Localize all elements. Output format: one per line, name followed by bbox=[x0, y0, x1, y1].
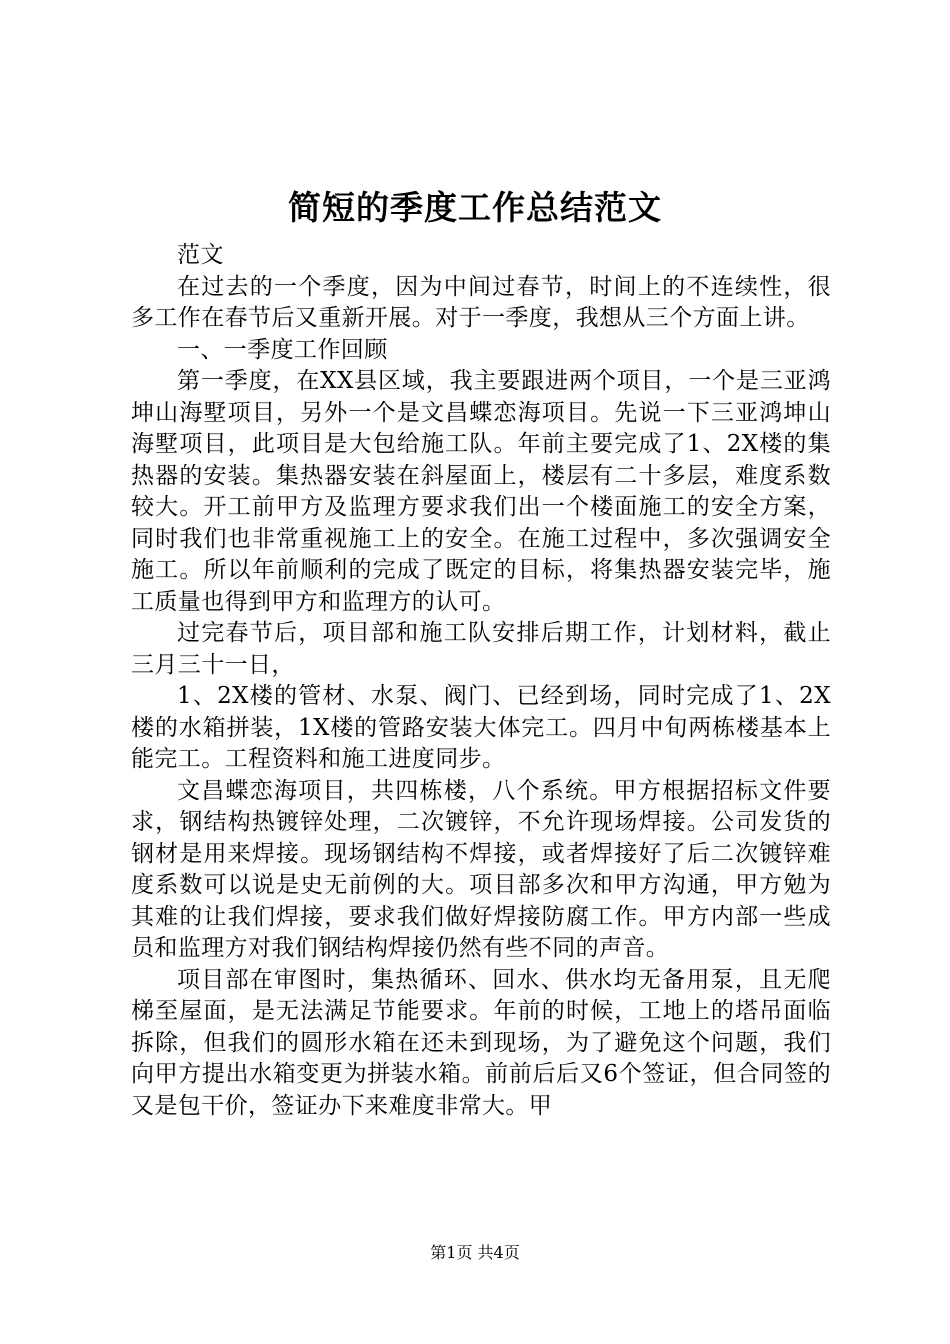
section-heading: 一、一季度工作回顾 bbox=[177, 336, 388, 363]
paragraph-materials-progress: 1、2X楼的管材、水泵、阀门、已经到场，同时完成了1、2X楼的水箱拼装，1X楼的管路安装大体完工。四月中旬两栋楼基本上能完工。工程资料和施工进度同步。 bbox=[131, 683, 831, 772]
paragraph-intro: 在过去的一个季度，因为中间过春节，时间上的不连续性，很多工作在春节后又重新开展。对于一季度，我想从三个方面上讲。 bbox=[131, 273, 831, 331]
page-number: 第1页 共4页 bbox=[430, 1243, 520, 1262]
document-body bbox=[131, 240, 831, 1122]
paragraph-after-spring-festival: 过完春节后，项目部和施工队安排后期工作，计划材料，截止三月三十一日， bbox=[131, 620, 831, 678]
paragraph-label: 范文 bbox=[177, 242, 224, 268]
paragraph-drawing-review: 项目部在审图时，集热循环、回水、供水均无备用泵，且无爬梯至屋面，是无法满足节能要求。年前的时候，工地上的塔吊面临拆除，但我们的圆形水箱在还未到现场，为了避免这个问题，我们向甲方提出水箱变更为拼装水箱。前前后后又6个签证，但合同签的又是包干价，签证办下来难度非常大。甲 bbox=[131, 966, 831, 1119]
paragraph-wenchang-project: 文昌蝶恋海项目，共四栋楼，八个系统。甲方根据招标文件要求，钢结构热镀锌处理，二次镀锌，不允许现场焊接。公司发货的钢材是用来焊接。现场钢结构不焊接，或者焊接好了后二次镀锌难度系数可以说是史无前例的大。项目部多次和甲方沟通，甲方勉为其难的让我们焊接，要求我们做好焊接防腐工作。甲方内部一些成员和监理方对我们钢结构焊接仍然有些不同的声音。 bbox=[131, 777, 831, 961]
paragraph-first-quarter: 第一季度，在XX县区域，我主要跟进两个项目，一个是三亚鸿坤山海墅项目，另外一个是文昌蝶恋海项目。先说一下三亚鸿坤山海墅项目，此项目是大包给施工队。年前主要完成了1、2X楼的集热器的安装。集热器安装在斜屋面上，楼层有二十多层，难度系数较大。开工前甲方及监理方要求我们出一个楼面施工的安全方案，同时我们也非常重视施工上的安全。在施工过程中，多次强调安全施工。所以年前顺利的完成了既定的目标，将集热器安装完毕，施工质量也得到甲方和监理方的认可。 bbox=[131, 368, 831, 615]
document-title: 简短的季度工作总结范文 bbox=[288, 188, 662, 227]
